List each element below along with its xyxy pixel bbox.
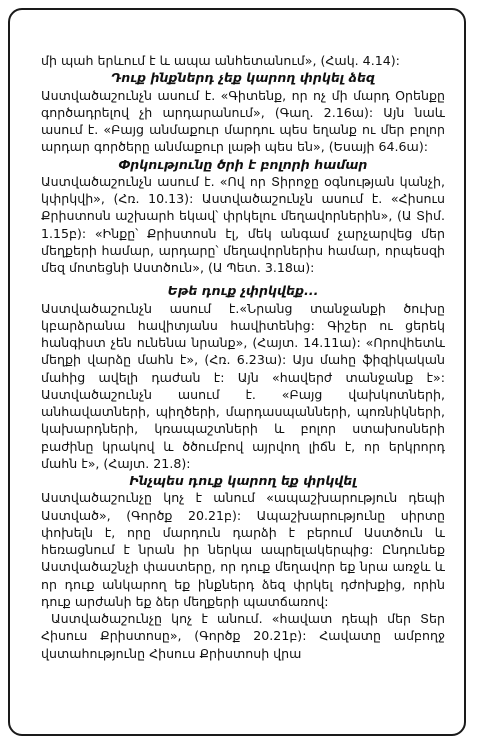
heading-if-not-saved: Եթե դուք չփրկվեք...: [167, 283, 319, 299]
paragraph-torment: Աստվածաշունչն ասում է.«Նրանց տանջանքի ծուխը կբարձրանա հավիտյանս հավիտենից: Գիշեր ու ցերեկ հանգիստ չեն ունենա նրանք», (Հայտ. 14.11ա): «Որովհետև մեղքի վարձը մահն է», (Հռ. 6.23ա): Այս մահը ֆիզիկական մահից ավելի դաժան է: Այն «հավերժ տանջանք է»: Աստվածաշունչն ասում է. «Բայց վախկոտների, անհավատների, պիղծերի, մարդասպանների, պոռնիկների, կախարդների, կռապաշտների և բոլոր ստախոսների բաժինը կրակով և ծծումբով այրվող լիճն է, որ երկրորդ մահն է», (Հայտ. 21.8):: [41, 300, 445, 471]
paragraph-faith: Աստվածաշունչը կոչ է անում. «հավատ դեպի մեր Տեր Հիսուս Քրիստոսը», (Գործք 20.21բ): Հավատը ամբողջ վստահությունը Հիսուս Քրիստոսի վրա: [41, 611, 445, 661]
paragraph-call-on-lord: Աստվածաշունչն ասում է. «Ով որ Տիրոջը օգնության կանչի, կփրկվի», (Հռ. 10.13): Աստվածաշունչն ասում է. «Հիսուս Քրիստոսն աշխարհ եկավ՝ փրկելու մեղավորներին», (Ա Տիմ. 1.15բ): «Ինքը՝ Քրիստոսն էլ, մեկ անգամ չարչարվեց մեր մեղքերի համար, արդարը՝ մեղավորներիս համար, որպեսզի մեզ մոտեցնի Աստծուն», (Ա Պետ. 3.18ա):: [41, 173, 445, 275]
heading-how-to-be-saved: Ինչպես դուք կարող եք փրկվել: [129, 473, 357, 488]
heading-cannot-save-yourselves: Դուք ինքներդ չեք կարող փրկել ձեզ: [111, 70, 375, 86]
paragraph-law: Աստվածաշունչն ասում է. «Գիտենք, որ ոչ մի մարդ Օրենքը գործադրելով չի արդարանում», (Գաղ. 2.16ա): Այն նաև ասում է. «Բայց անմաքուր մարդու պես եղանք ու մեր բոլոր արդար գործերը անմաքուր լաթի պես են», (Եսայի 64.6ա):: [41, 87, 445, 155]
paragraph-intro: մի պահ երևում է և ապա անհետանում», (Հակ. 4.14):: [41, 53, 400, 68]
heading-salvation-free: Փրկությունը ծրի է բոլորի համար: [118, 156, 368, 172]
paragraph-repentance: Աստվածաշունչը կոչ է անում «ապաշխարություն դեպի Աստված», (Գործք 20.21բ): Ապաշխարությունը սիրտը փոխելն է, որը մարդուն դարձի է բերում Աստծուն և հեռացնում է նրան իր ներկա ապրելակերպից: Ընդունեք Աստվածաշնչի փաստերը, որ դուք մեղավոր եք նրա առջև և որ դուք անկարող եք ինքներդ ձեզ փրկել դժոխքից, որին դուք արժանի եք ձեր մեղքերի պատճառով:: [41, 490, 445, 609]
page-frame: [8, 8, 466, 736]
document-body: [41, 52, 445, 662]
